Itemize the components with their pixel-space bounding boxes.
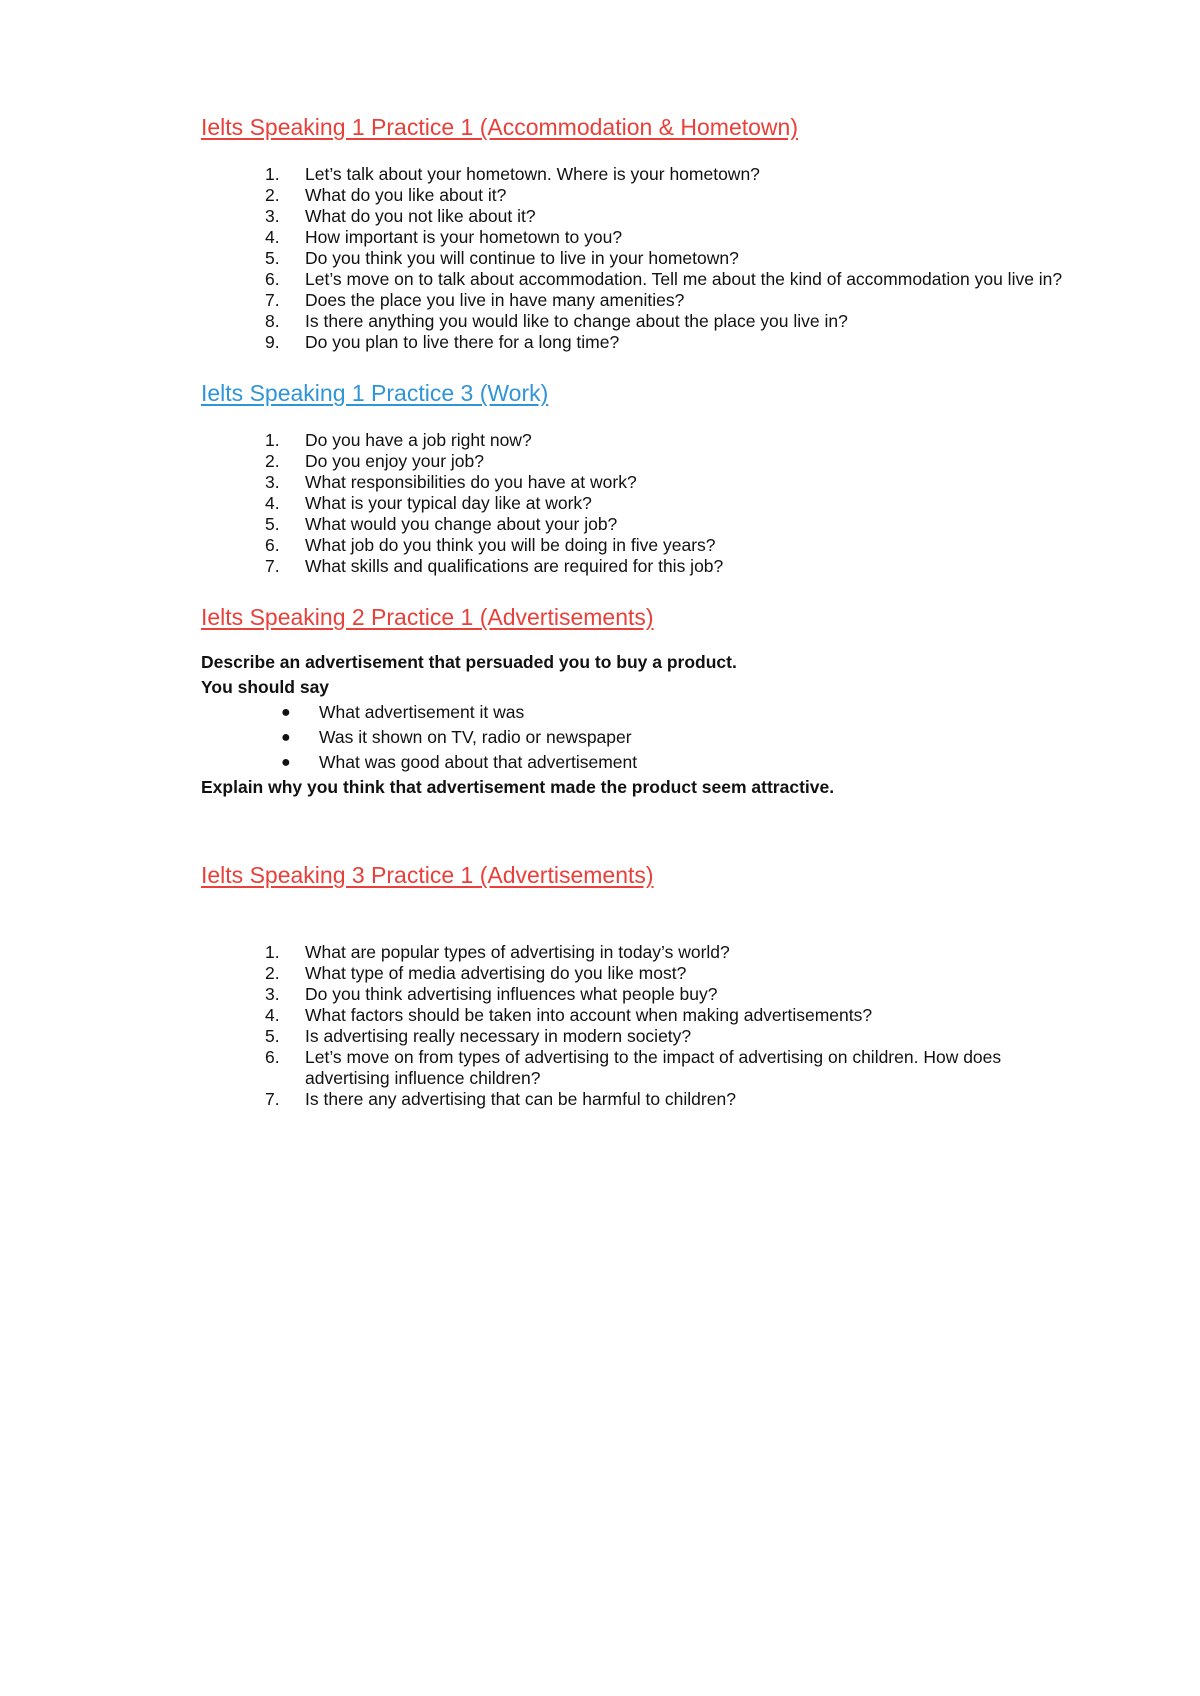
spacer (201, 890, 1141, 942)
question-text: What are popular types of advertising in today’s world? (305, 942, 730, 962)
bullet-text: What advertisement it was (319, 702, 525, 722)
list-item (201, 332, 1141, 353)
cue-card-should-say: You should say (201, 677, 330, 697)
list-number: 2. (265, 963, 280, 983)
spacer (201, 142, 1141, 164)
question-text: Do you plan to live there for a long time? (305, 332, 620, 352)
question-list-speaking-3-practice-1 (201, 942, 1141, 1110)
question-text: Is advertising really necessary in modern society? (305, 1026, 692, 1046)
question-text: How important is your hometown to you? (305, 227, 623, 247)
spacer (201, 577, 1141, 602)
list-item (201, 514, 1141, 535)
question-list-speaking-1-practice-3 (201, 430, 1141, 577)
list-item (201, 750, 1141, 775)
list-item (201, 206, 1141, 227)
question-text: Do you have a job right now? (305, 430, 532, 450)
list-number: 2. (265, 185, 280, 205)
list-item (201, 164, 1141, 185)
list-number: 7. (265, 556, 280, 576)
question-text: What is your typical day like at work? (305, 493, 592, 513)
document-content (201, 112, 1141, 1110)
question-text: Do you think you will continue to live in your hometown? (305, 248, 739, 268)
list-number: 7. (265, 1089, 280, 1109)
list-item (201, 269, 1141, 290)
list-number: 6. (265, 535, 280, 555)
question-text: Let’s talk about your hometown. Where is your hometown? (305, 164, 760, 184)
list-item (201, 430, 1141, 451)
list-number: 4. (265, 1005, 280, 1025)
question-text: What do you not like about it? (305, 206, 536, 226)
list-item (201, 556, 1141, 577)
spacer (201, 408, 1141, 430)
list-item (201, 700, 1141, 725)
list-item (201, 1026, 1141, 1047)
cue-card-prompt: Describe an advertisement that persuaded you to buy a product. (201, 652, 737, 672)
cue-card-bullet-list (201, 700, 1141, 775)
spacer (201, 800, 1141, 860)
list-number: 1. (265, 430, 280, 450)
list-item (201, 227, 1141, 248)
bullet-icon: ● (281, 754, 291, 771)
list-number: 3. (265, 984, 280, 1004)
section-heading-speaking-1-practice-3[interactable]: Ielts Speaking 1 Practice 3 (Work) (201, 380, 549, 406)
list-item (201, 451, 1141, 472)
question-list-speaking-1-practice-1 (201, 164, 1141, 353)
list-number: 5. (265, 1026, 280, 1046)
spacer (201, 353, 1141, 378)
question-text: What responsibilities do you have at work? (305, 472, 637, 492)
bullet-text: Was it shown on TV, radio or newspaper (319, 727, 632, 747)
list-item (201, 1047, 1141, 1089)
bullet-icon: ● (281, 704, 291, 721)
list-number: 6. (265, 1047, 280, 1067)
list-item (201, 311, 1141, 332)
list-number: 5. (265, 514, 280, 534)
bullet-icon: ● (281, 729, 291, 746)
list-number: 4. (265, 493, 280, 513)
list-number: 8. (265, 311, 280, 331)
list-number: 2. (265, 451, 280, 471)
question-text: What type of media advertising do you like most? (305, 963, 687, 983)
list-number: 7. (265, 290, 280, 310)
question-text: What factors should be taken into account when making advertisements? (305, 1005, 873, 1025)
question-text: Is there any advertising that can be harmful to children? (305, 1089, 736, 1109)
list-number: 9. (265, 332, 280, 352)
list-number: 3. (265, 472, 280, 492)
question-text: Let’s move on from types of advertising to the impact of advertising on children. How does advertising influence children? (305, 1047, 1002, 1088)
question-text: What skills and qualifications are required for this job? (305, 556, 724, 576)
list-number: 5. (265, 248, 280, 268)
list-item (201, 472, 1141, 493)
list-item (201, 1005, 1141, 1026)
question-text: What job do you think you will be doing in five years? (305, 535, 716, 555)
bullet-text: What was good about that advertisement (319, 752, 638, 772)
list-item (201, 725, 1141, 750)
question-text: Do you enjoy your job? (305, 451, 484, 471)
question-text: Is there anything you would like to change about the place you live in? (305, 311, 848, 331)
list-number: 6. (265, 269, 280, 289)
question-text: Do you think advertising influences what people buy? (305, 984, 718, 1004)
section-heading-speaking-1-practice-1[interactable]: Ielts Speaking 1 Practice 1 (Accommodation & Hometown) (201, 114, 798, 140)
list-item (201, 248, 1141, 269)
section-heading-speaking-3-practice-1[interactable]: Ielts Speaking 3 Practice 1 (Advertisements) (201, 862, 654, 888)
cue-card-explain: Explain why you think that advertisement made the product seem attractive. (201, 777, 835, 797)
list-number: 1. (265, 164, 280, 184)
list-number: 3. (265, 206, 280, 226)
list-number: 4. (265, 227, 280, 247)
list-item (201, 984, 1141, 1005)
question-text: What would you change about your job? (305, 514, 618, 534)
list-item (201, 1089, 1141, 1110)
list-item (201, 185, 1141, 206)
list-item (201, 963, 1141, 984)
question-text: Does the place you live in have many amenities? (305, 290, 685, 310)
list-item (201, 535, 1141, 556)
question-text: Let’s move on to talk about accommodation. Tell me about the kind of accommodation you live in? (305, 269, 1063, 289)
section-heading-speaking-2-practice-1[interactable]: Ielts Speaking 2 Practice 1 (Advertisements) (201, 604, 654, 630)
spacer (201, 632, 1141, 650)
list-item (201, 290, 1141, 311)
list-number: 1. (265, 942, 280, 962)
list-item (201, 942, 1141, 963)
list-item (201, 493, 1141, 514)
cue-card (201, 650, 1141, 800)
question-text: What do you like about it? (305, 185, 507, 205)
